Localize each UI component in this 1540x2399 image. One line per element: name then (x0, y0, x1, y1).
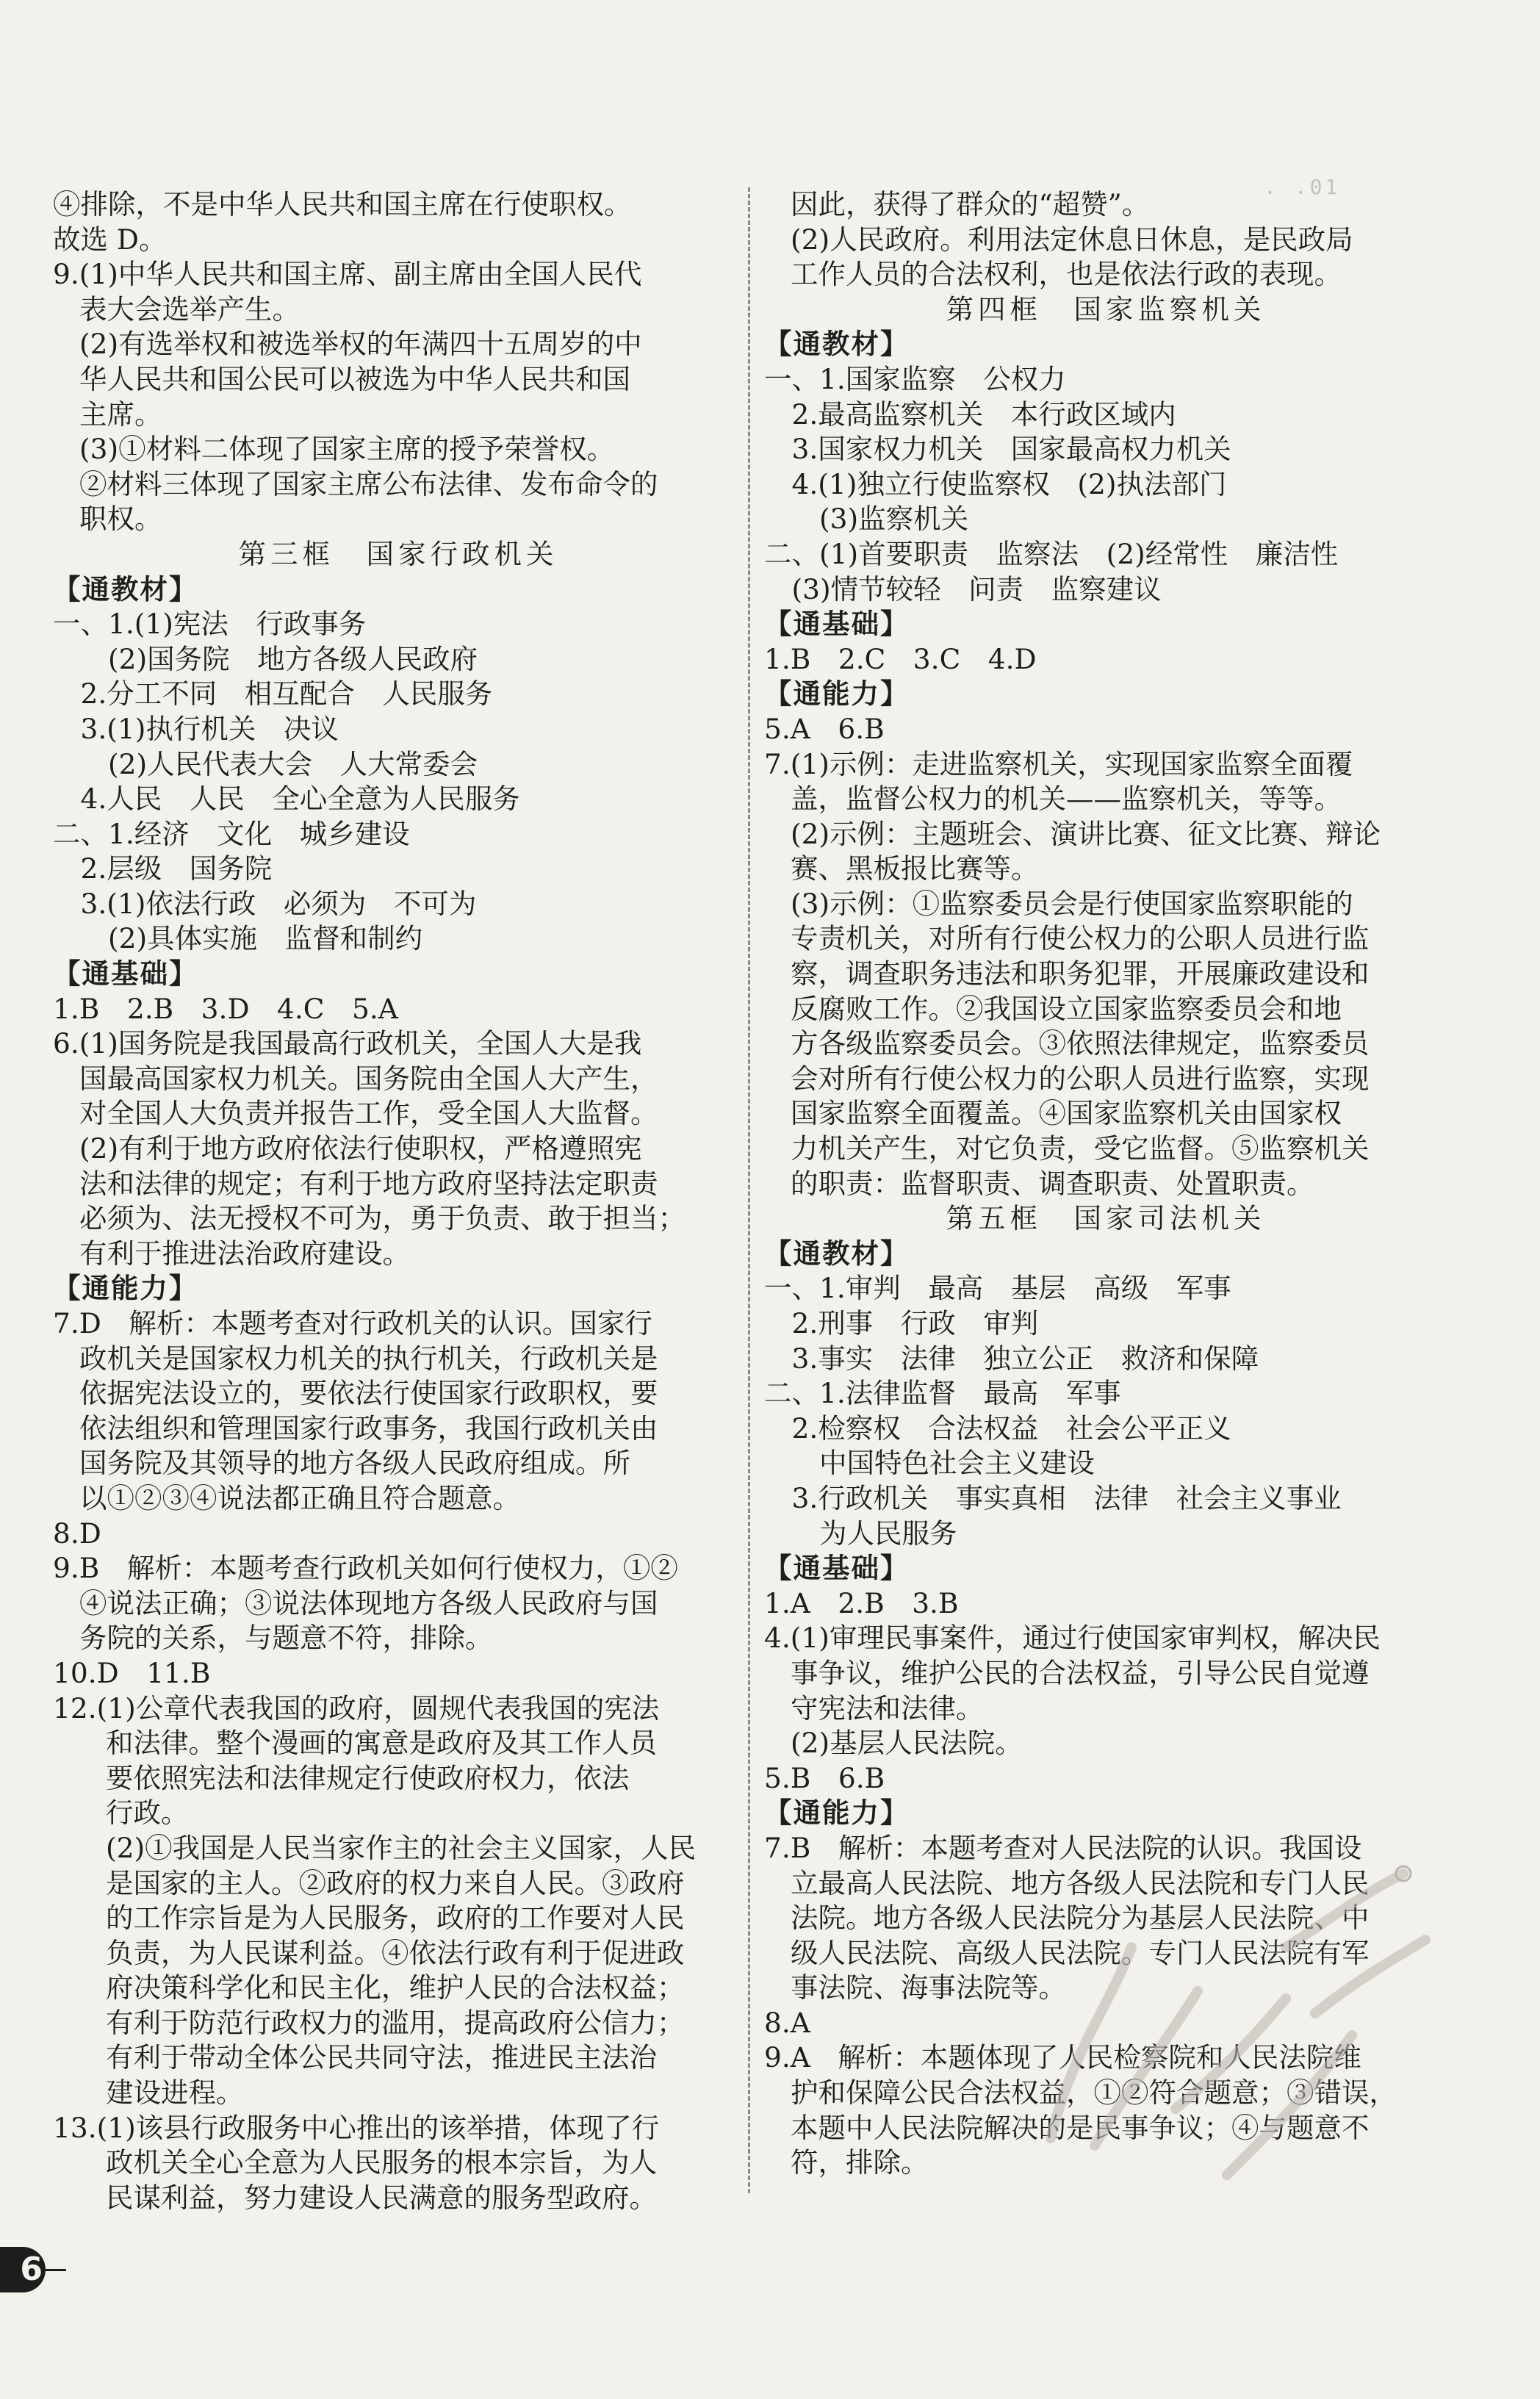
text-line: 反腐败工作。②我国设立国家监察委员会和地 (791, 992, 1342, 1025)
text-line: (2)具体实施 监督和制约 (53, 922, 423, 955)
text-line: 8.A (764, 2006, 810, 2039)
text-line: 5.A 6.B (764, 712, 885, 745)
section-heading: 【通教材】 (53, 572, 198, 605)
section-title: 第四框 国家监察机关 (946, 292, 1266, 325)
text-line: (3)情节较轻 问责 监察建议 (764, 572, 1162, 605)
text-line: 国家监察全面覆盖。④国家监察机关由国家权 (791, 1097, 1342, 1130)
text-line: 3.(1)依法行政 必须为 不可为 (53, 887, 477, 920)
text-line: 3.事实 法律 独立公正 救济和保障 (764, 1342, 1259, 1375)
text-line: ④说法正确；③说法体现地方各级人民政府与国 (79, 1586, 658, 1619)
text-line: 负责，为人民谋利益。④依法行政有利于促进政 (106, 1936, 685, 1969)
text-line: 盖，监督公权力的机关——监察机关，等等。 (791, 783, 1342, 816)
text-line: (2)①我国是人民当家作主的社会主义国家，人民 (106, 1831, 697, 1864)
text-line: 务院的关系，与题意不符，排除。 (79, 1622, 493, 1655)
text-line: 为人民服务 (764, 1517, 957, 1550)
text-line: 会对所有行使公权力的公职人员进行监察，实现 (791, 1062, 1370, 1095)
text-line: 国最高国家权力机关。国务院由全国人大产生， (79, 1062, 658, 1095)
text-line: 3.国家权力机关 国家最高权力机关 (764, 433, 1231, 466)
left-column (53, 187, 744, 2215)
text-line: (3)监察机关 (764, 503, 969, 536)
text-line: 事法院、海事法院等。 (791, 1971, 1066, 2004)
text-line: 国务院及其领导的地方各级人民政府组成。所 (79, 1447, 630, 1480)
text-line: ④排除，不是中华人民共和国主席在行使职权。 (53, 188, 632, 220)
text-line: 10.D 11.B (53, 1656, 211, 1689)
section-heading: 【通教材】 (764, 328, 910, 361)
text-line: 4.(1)独立行使监察权 (2)执法部门 (764, 467, 1227, 500)
text-line: 护和保障公民合法权益，①②符合题意；③错误， (791, 2076, 1397, 2110)
text-line: 要依照宪法和法律规定行使政府权力，依法 (106, 1761, 630, 1794)
text-line: 察，调查职务违法和职务犯罪，开展廉政建设和 (791, 957, 1370, 990)
text-line: 的工作宗旨是为人民服务，政府的工作要对人民 (106, 1902, 685, 1935)
text-line: (2)示例：主题班会、演讲比赛、征文比赛、辩论 (791, 817, 1381, 850)
text-line: 二、1.法律监督 最高 军事 (764, 1377, 1121, 1410)
text-line: 事争议，维护公民的合法权益，引导公民自觉遵 (791, 1656, 1370, 1689)
page-number-rule (46, 2269, 66, 2271)
section-heading: 【通基础】 (764, 1552, 910, 1585)
text-line: (2)有利于地方政府依法行使职权，严格遵照宪 (79, 1132, 642, 1165)
text-line: 7.D 解析：本题考查对行政机关的认识。国家行 (53, 1307, 652, 1339)
text-line: 有利于带动全体公民共同守法，推进民主法治 (106, 2041, 657, 2074)
text-line: 专责机关，对所有行使公权力的公职人员进行监 (791, 922, 1370, 955)
text-line: 赛、黑板报比赛等。 (791, 852, 1039, 885)
text-line: 因此，获得了群众的“超赞”。 (791, 188, 1150, 220)
text-line: (2)人民代表大会 人大常委会 (53, 747, 478, 780)
text-line: 1.B 2.C 3.C 4.D (764, 642, 1037, 675)
text-line: 二、1.经济 文化 城乡建设 (53, 817, 410, 850)
text-line: 中国特色社会主义建设 (764, 1447, 1095, 1480)
text-line: 5.B 6.B (764, 1761, 885, 1794)
text-line: (2)有选举权和被选举权的年满四十五周岁的中 (79, 328, 642, 361)
text-line: 级人民法院、高级人民法院。专门人民法院有军 (791, 1936, 1370, 1969)
text-line: 依法组织和管理国家行政事务，我国行政机关由 (79, 1411, 658, 1445)
text-line: 2.最高监察机关 本行政区域内 (764, 398, 1176, 431)
text-line: 符，排除。 (791, 2146, 929, 2179)
text-line: 一、1.(1)宪法 行政事务 (53, 608, 367, 641)
text-line: 有利于推进法治政府建设。 (79, 1237, 410, 1270)
text-line: (2)国务院 地方各级人民政府 (53, 642, 478, 675)
text-line: 2.层级 国务院 (53, 852, 273, 885)
text-line: 方各级监察委员会。③依照法律规定，监察委员 (791, 1027, 1370, 1060)
text-line: 2.刑事 行政 审判 (764, 1307, 1039, 1339)
text-line: (3)示例：①监察委员会是行使国家监察职能的 (791, 887, 1353, 920)
text-line: 故选 D。 (53, 223, 167, 256)
text-line: 政机关是国家权力机关的执行机关，行政机关是 (79, 1342, 658, 1375)
text-line: 1.B 2.B 3.D 4.C 5.A (53, 992, 398, 1025)
text-line: 依据宪法设立的，要依法行使国家行政职权，要 (79, 1377, 658, 1410)
text-line: ②材料三体现了国家主席公布法律、发布命令的 (79, 467, 658, 500)
section-heading: 【通能力】 (764, 677, 910, 711)
text-line: 9.(1)中华人民共和国主席、副主席由全国人民代 (53, 258, 642, 291)
text-line: 主席。 (79, 398, 162, 431)
column-divider (748, 187, 750, 2193)
top-edge-noise (0, 82, 1540, 90)
text-line: 守宪法和法律。 (791, 1691, 984, 1724)
text-line: 表大会选举产生。 (79, 292, 300, 325)
right-column (764, 187, 1447, 2181)
text-line: 以①②③④说法都正确且符合题意。 (79, 1481, 520, 1514)
text-line: 是国家的主人。②政府的权力来自人民。③政府 (106, 1866, 685, 1899)
text-line: 政机关全心全意为人民服务的根本宗旨，为人 (106, 2146, 657, 2179)
text-line: 对全国人大负责并报告工作，受全国人大监督。 (79, 1097, 658, 1130)
section-title: 第三框 国家行政机关 (238, 537, 558, 570)
text-line: 2.检察权 合法权益 社会公平正义 (764, 1411, 1231, 1445)
text-line: (2)基层人民法院。 (791, 1727, 1023, 1760)
section-heading: 【通基础】 (764, 608, 910, 641)
text-line: 3.(1)执行机关 决议 (53, 712, 339, 745)
text-line: 和法律。整个漫画的寓意是政府及其工作人员 (106, 1727, 657, 1760)
text-line: 法和法律的规定；有利于地方政府坚持法定职责 (79, 1167, 658, 1200)
text-line: 民谋利益，努力建设人民满意的服务型政府。 (106, 2181, 657, 2214)
text-line: 建设进程。 (106, 2076, 244, 2110)
text-line: 9.A 解析：本题体现了人民检察院和人民法院维 (764, 2041, 1361, 2074)
text-line: 二、(1)首要职责 监察法 (2)经常性 廉洁性 (764, 537, 1339, 570)
text-line: 3.行政机关 事实真相 法律 社会主义事业 (764, 1481, 1342, 1514)
text-line: 8.D (53, 1517, 101, 1550)
text-line: 有利于防范行政权力的滥用，提高政府公信力； (106, 2006, 685, 2039)
text-line: 4.人民 人民 全心全意为人民服务 (53, 783, 520, 816)
text-line: 的职责：监督职责、调查职责、处置职责。 (791, 1167, 1314, 1200)
text-line: 6.(1)国务院是我国最高行政机关，全国人大是我 (53, 1027, 642, 1060)
text-line: 工作人员的合法权利，也是依法行政的表现。 (791, 258, 1342, 291)
text-line: 一、1.审判 最高 基层 高级 军事 (764, 1272, 1231, 1305)
text-line: 必须为、法无授权不可为，勇于负责、敢于担当； (79, 1202, 686, 1235)
text-line: 1.A 2.B 3.B (764, 1586, 959, 1619)
text-line: 9.B 解析：本题考查行政机关如何行使权力，①② (53, 1552, 678, 1585)
text-line: 7.(1)示例：走进监察机关，实现国家监察全面覆 (764, 747, 1353, 780)
section-heading: 【通基础】 (53, 957, 198, 990)
page-number: 6 (0, 2247, 46, 2292)
text-line: (2)人民政府。利用法定休息日休息，是民政局 (791, 223, 1353, 256)
text-line: 2.分工不同 相互配合 人民服务 (53, 677, 493, 711)
text-line: 7.B 解析：本题考查对人民法院的认识。我国设 (764, 1831, 1362, 1864)
text-line: 12.(1)公章代表我国的政府，圆规代表我国的宪法 (53, 1691, 660, 1724)
text-line: 法院。地方各级人民法院分为基层人民法院、中 (791, 1902, 1370, 1935)
section-heading: 【通能力】 (764, 1796, 910, 1830)
text-line: 13.(1)该县行政服务中心推出的该举措，体现了行 (53, 2111, 660, 2144)
text-line: 府决策科学化和民主化，维护人民的合法权益； (106, 1971, 685, 2004)
corner-mark: . .01 (1264, 175, 1341, 199)
section-heading: 【通教材】 (764, 1237, 910, 1270)
text-line: (3)①材料二体现了国家主席的授予荣誉权。 (79, 433, 615, 466)
text-line: 一、1.国家监察 公权力 (764, 362, 1066, 395)
text-line: 本题中人民法院解决的是民事争议；④与题意不 (791, 2111, 1370, 2144)
text-line: 职权。 (79, 503, 162, 536)
text-line: 行政。 (106, 1796, 189, 1830)
text-line: 4.(1)审理民事案件，通过行使国家审判权，解决民 (764, 1622, 1381, 1655)
section-heading: 【通能力】 (53, 1272, 198, 1305)
text-line: 力机关产生，对它负责，受它监督。⑤监察机关 (791, 1132, 1370, 1165)
text-line: 华人民共和国公民可以被选为中华人民共和国 (79, 362, 630, 395)
section-title: 第五框 国家司法机关 (946, 1202, 1266, 1235)
text-line: 立最高人民法院、地方各级人民法院和专门人民 (791, 1866, 1370, 1899)
